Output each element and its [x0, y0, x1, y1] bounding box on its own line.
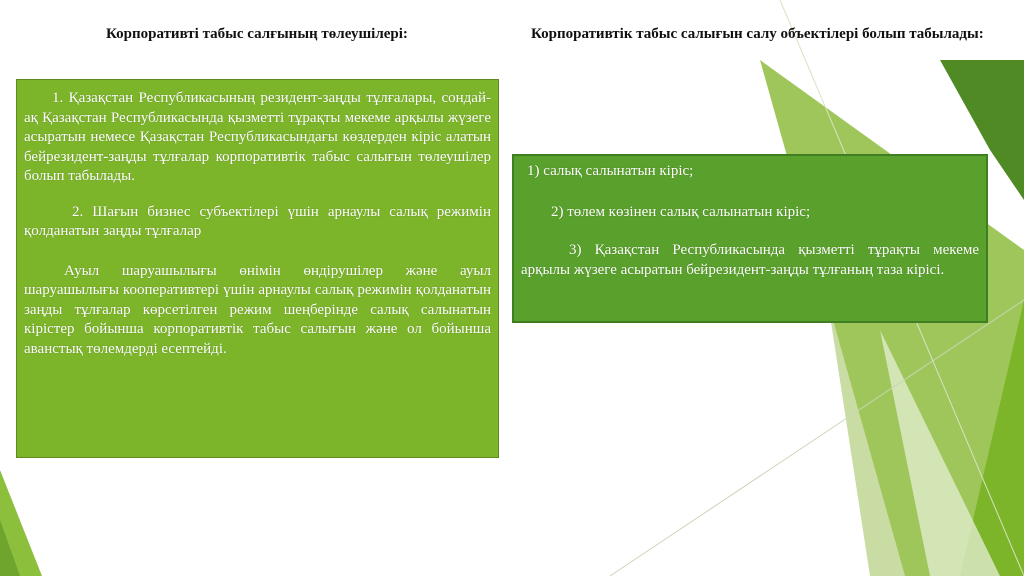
objects-heading: Корпоративтік табыс салығын салу объектілері болып табылады: [531, 26, 984, 42]
payers-paragraph-2: 2. Шағын бизнес субъектілері үшін арнаулы салық режимін қолданатын заңды тұлғалар [24, 203, 491, 239]
objects-item-1: 1) салық салынатын кіріс; [527, 163, 694, 179]
objects-item-2: 2) төлем көзінен салық салынатын кіріс; [551, 203, 811, 220]
payers-paragraph-3: Ауыл шаруашылығы өнімін өндірушілер және ауыл шаруашылығы кооперативтері үшін арнаулы салық режимін қолданатын заңды тұлғалар көрсетілген режим шеңберінде салық салынатын кірістер бойынша корпоративтік табыс салығын және ол бойынша аванстық төлемдерді есептейді. [24, 262, 491, 357]
payers-heading: Корпоративті табыс салғының төлеушілері: [106, 26, 408, 42]
objects-item-3: 3) Қазақстан Республикасында қызметті тұрақты мекеме арқылы жүзеге асыратын бейрезидент-заңды тұлғаның таза кірісі. [521, 242, 979, 278]
payers-box [16, 79, 499, 458]
payers-paragraph-1: 1. Қазақстан Республикасының резидент-заңды тұлғалары, сондай-ақ Қазақстан Республикасында қызметті тұрақты мекеме арқылы жүзеге асыратын немесе Қазақстан Республикасындағы көздерден кіріс алатын бейрезидент-заңды тұлғалар корпоративтік табыс салығын төлеушілер болып табылады. [24, 90, 491, 184]
objects-box [512, 154, 988, 323]
